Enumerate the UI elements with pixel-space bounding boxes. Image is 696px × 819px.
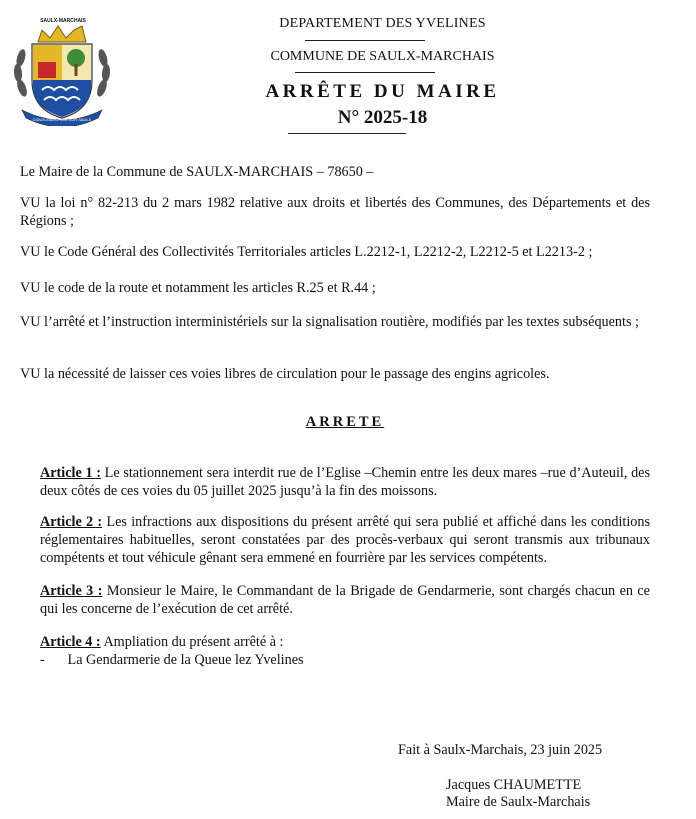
preamble-vu-5: VU la nécessité de laisser ces voies libres de circulation pour le passage des engins agricoles.: [20, 366, 550, 382]
preamble-vu-1: VU la loi n° 82-213 du 2 mars 1982 relative aux droits et libertés des Communes, des Départements et des Régions ;: [20, 195, 650, 229]
document-title: ARRÊTE DU MAIRE: [265, 81, 500, 102]
article-label: Article 4 :: [40, 634, 101, 650]
logo-text-top: SAULX-MARCHAIS: [40, 18, 86, 24]
article-label: Article 3 :: [40, 583, 103, 599]
article-label: Article 2 :: [40, 514, 103, 530]
article-2: [40, 513, 650, 567]
article-3: [40, 582, 650, 618]
article-4: [40, 633, 650, 651]
logo-text-bottom: CIDUS-MARCHAIS SUR SAULX: [32, 117, 92, 122]
preamble-vu-2: VU le Code Général des Collectivités Territoriales articles L.2212-1, L2212-2, L2212-5 et L2213-2 ;: [20, 244, 593, 260]
preamble-vu-4: VU l’arrêté et l’instruction interministériels sur la signalisation routière, modifiés par les textes subséquents ;: [20, 314, 639, 330]
ampliation-recipient: La Gendarmerie de la Queue lez Yvelines: [67, 652, 304, 668]
municipal-coat-of-arms: [8, 18, 116, 126]
article-text: Le stationnement sera interdit rue de l’Eglise –Chemin entre les deux mares –rue d’Auteuil, des deux côtés de ces voies du 05 juillet 2025 jusqu’à la fin des moissons.: [40, 465, 650, 499]
article-text: Monsieur le Maire, le Commandant de la Brigade de Gendarmerie, sont chargés chacun en ce qui les concerne de l’exécution de cet arrêté.: [40, 583, 650, 617]
title-divider: [288, 133, 406, 134]
signatory-role: Maire de Saulx-Marchais: [446, 794, 591, 810]
decree-number: N° 2025-18: [337, 107, 428, 128]
department-heading: DEPARTEMENT DES YVELINES: [279, 16, 486, 31]
place-and-date: Fait à Saulx-Marchais, 23 juin 2025: [398, 742, 603, 758]
header-divider: [305, 40, 425, 41]
preamble-intro: Le Maire de la Commune de SAULX-MARCHAIS – 78650 –: [20, 164, 374, 180]
list-bullet: -: [40, 652, 45, 668]
arrete-heading: ARRETE: [305, 414, 385, 430]
article-1: [40, 464, 650, 500]
article-text: Les infractions aux dispositions du présent arrêté qui sera publié et affiché dans les conditions réglementaires habituelles, seront constatées par des procès-verbaux qui seront transmis aux tribunaux compétents et tout véhicule gênant sera emmené en fourrière par les services compétents.: [40, 514, 650, 566]
article-text: Ampliation du présent arrêté à :: [103, 634, 284, 650]
commune-heading: COMMUNE DE SAULX-MARCHAIS: [270, 49, 495, 64]
article-label: Article 1 :: [40, 465, 101, 481]
signatory-name: Jacques CHAUMETTE: [446, 777, 582, 793]
header-divider: [295, 72, 435, 73]
preamble-vu-3: VU le code de la route et notamment les articles R.25 et R.44 ;: [20, 280, 376, 296]
ampliation-recipient-row: [40, 651, 650, 669]
